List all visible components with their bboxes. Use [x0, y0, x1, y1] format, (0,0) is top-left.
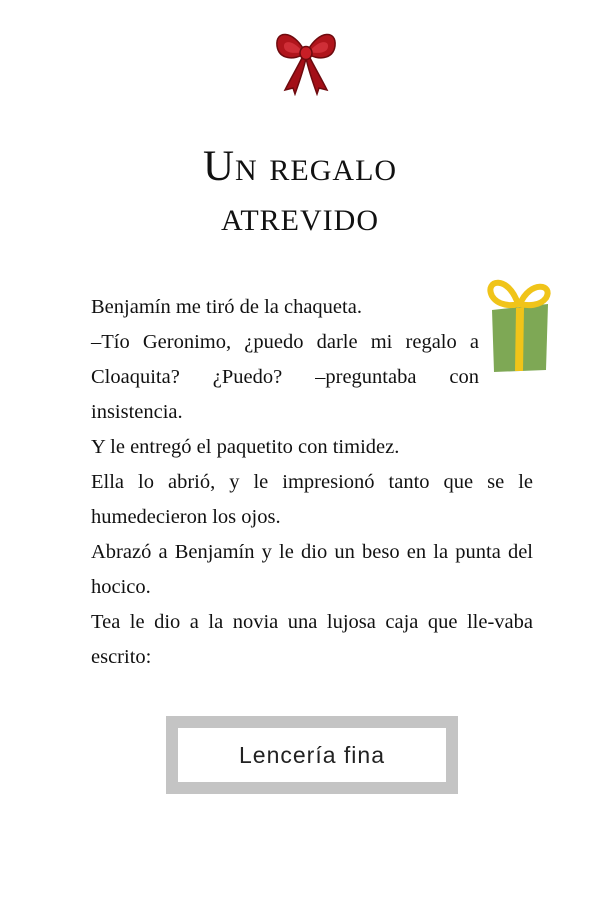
chapter-title — [0, 142, 600, 242]
story-text — [91, 290, 533, 675]
chapter-title-line-2: atrevido — [221, 193, 379, 240]
chapter-title-line-1: Un regalo — [202, 143, 398, 190]
sign-label: Lencería fina — [178, 728, 446, 782]
paragraph-3: Y le entregó el paquetito con timidez. — [91, 436, 400, 458]
lingerie-sign — [166, 716, 458, 794]
paragraph-5: Abrazó a Benjamín y le dio un beso en la punta del hocico. — [91, 541, 533, 598]
paragraph-1: Benjamín me tiró de la chaqueta. — [91, 296, 362, 318]
paragraph-2: –Tío Geronimo, ¿puedo darle mi regalo a Cloaquita? ¿Puedo? –preguntaba con insistencia. — [91, 331, 479, 423]
paragraph-4: Ella lo abrió, y le impresionó tanto que se le humedecieron los ojos. — [91, 471, 533, 528]
paragraph-6: Tea le dio a la novia una lujosa caja que lle-vaba escrito: — [91, 611, 533, 668]
red-bow-icon — [273, 24, 339, 96]
